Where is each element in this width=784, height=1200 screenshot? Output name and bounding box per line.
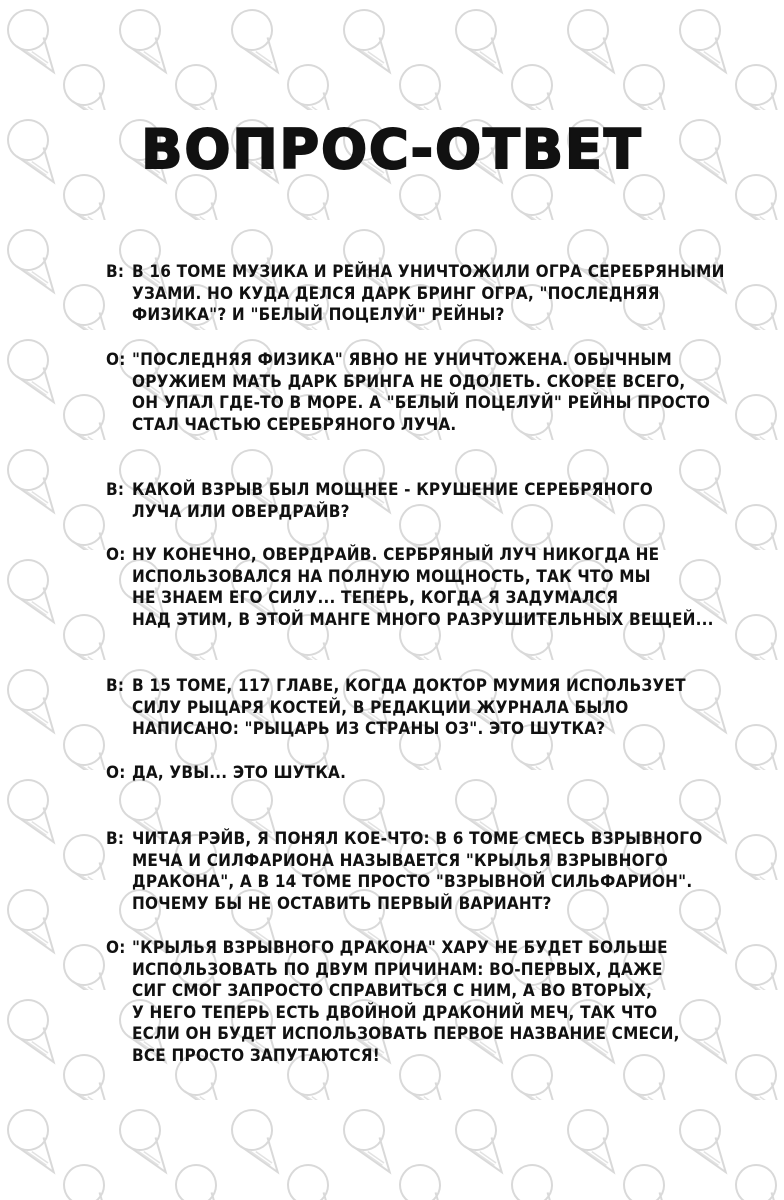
qa-line: ОРУЖИЕМ МАТЬ ДАРК БРИНГА НЕ ОДОЛЕТЬ. СКОРЕЕ ВСЕГО,: [132, 371, 686, 392]
qa-line: "КРЫЛЬЯ ВЗРЫВНОГО ДРАКОНА" ХАРУ НЕ БУДЕТ БОЛЬШЕ: [132, 938, 668, 958]
qa-prefix: В:: [106, 676, 125, 696]
qa-prefix: О:: [106, 350, 126, 370]
qa-row: [106, 350, 711, 436]
qa-row: [106, 763, 706, 785]
qa-line: ВСЕ ПРОСТО ЗАПУТАЮТСЯ!: [132, 1045, 380, 1066]
qa-line: СИГ СМОГ ЗАПРОСТО СПРАВИТЬСЯ С НИМ, А ВО ВТОРЫХ,: [132, 981, 653, 1001]
answer-block: [106, 763, 706, 785]
qa-row: [106, 545, 714, 631]
question-block: [106, 262, 725, 327]
qa-line: СИЛУ РЫЦАРЯ КОСТЕЙ, В РЕДАКЦИИ ЖУРНАЛА БЫЛО: [132, 697, 629, 718]
qa-line: НАД ЭТИМ, В ЭТОЙ МАНГЕ МНОГО РАЗРУШИТЕЛЬНЫХ ВЕЩЕЙ...: [132, 609, 714, 630]
qa-text: [132, 262, 725, 327]
qa-row: [106, 676, 706, 741]
qa-line: ЕСЛИ ОН БУДЕТ ИСПОЛЬЗОВАТЬ ПЕРВОЕ НАЗВАНИЕ СМЕСИ,: [132, 1024, 680, 1044]
qa-line: МЕЧА И СИЛФАРИОНА НАЗЫВАЕТСЯ "КРЫЛЬЯ ВЗРЫВНОГО: [132, 850, 668, 871]
qa-prefix: О:: [106, 545, 126, 565]
question-block: [106, 829, 706, 915]
qa-line: В 15 ТОМЕ, 117 ГЛАВЕ, КОГДА ДОКТОР МУМИЯ ИСПОЛЬЗУЕТ: [132, 676, 686, 696]
qa-text: [132, 829, 706, 915]
qa-text: [132, 545, 714, 631]
qa-row: [106, 262, 725, 327]
qa-prefix: В:: [106, 829, 125, 849]
qa-line: "ПОСЛЕДНЯЯ ФИЗИКА" ЯВНО НЕ УНИЧТОЖЕНА. ОБЫЧНЫМ: [132, 350, 672, 370]
qa-line: ПОЧЕМУ БЫ НЕ ОСТАВИТЬ ПЕРВЫЙ ВАРИАНТ?: [132, 893, 552, 914]
qa-row: [106, 938, 706, 1067]
qa-text: [132, 676, 706, 741]
qa-text: [132, 480, 706, 523]
answer-block: [106, 938, 706, 1067]
qa-line: У НЕГО ТЕПЕРЬ ЕСТЬ ДВОЙНОЙ ДРАКОНИЙ МЕЧ, ТАК ЧТО: [132, 1002, 658, 1023]
qa-line: ЧИТАЯ РЭЙВ, Я ПОНЯЛ КОЕ-ЧТО: В 6 ТОМЕ СМЕСЬ ВЗРЫВНОГО: [132, 829, 703, 849]
qa-prefix: В:: [106, 262, 125, 282]
qa-line: НЕ ЗНАЕМ ЕГО СИЛУ... ТЕПЕРЬ, КОГДА Я ЗАДУМАЛСЯ: [132, 588, 619, 608]
qa-line: НАПИСАНО: "РЫЦАРЬ ИЗ СТРАНЫ ОЗ". ЭТО ШУТКА?: [132, 719, 606, 739]
qa-line: ДА, УВЫ... ЭТО ШУТКА.: [132, 763, 347, 783]
qa-line: ДРАКОНА", А В 14 ТОМЕ ПРОСТО "ВЗРЫВНОЙ СИЛЬФАРИОН".: [132, 872, 693, 892]
qa-text: [132, 763, 706, 785]
answer-block: [106, 545, 714, 631]
qa-line: ИСПОЛЬЗОВАТЬ ПО ДВУМ ПРИЧИНАМ: ВО-ПЕРВЫХ, ДАЖЕ: [132, 959, 663, 980]
qa-prefix: О:: [106, 763, 126, 783]
page-title: ВОПРОС-ОТВЕТ: [141, 118, 643, 181]
qa-row: [106, 480, 706, 523]
qa-line: УЗАМИ. НО КУДА ДЕЛСЯ ДАРК БРИНГ ОГРА, "ПОСЛЕДНЯЯ: [132, 283, 660, 304]
question-block: [106, 676, 706, 741]
qa-line: ОН УПАЛ ГДЕ-ТО В МОРЕ. А "БЕЛЫЙ ПОЦЕЛУЙ" РЕЙНЫ ПРОСТО: [132, 393, 711, 413]
qa-line: СТАЛ ЧАСТЬЮ СЕРЕБРЯНОГО ЛУЧА.: [132, 414, 457, 435]
qa-line: ФИЗИКА"? И "БЕЛЫЙ ПОЦЕЛУЙ" РЕЙНЫ?: [132, 305, 505, 325]
qa-prefix: В:: [106, 480, 125, 500]
qa-line: НУ КОНЕЧНО, ОВЕРДРАЙВ. СЕРБРЯНЫЙ ЛУЧ НИКОГДА НЕ: [132, 545, 660, 565]
qa-text: [132, 350, 710, 436]
qa-line: КАКОЙ ВЗРЫВ БЫЛ МОЩНЕЕ - КРУШЕНИЕ СЕРЕБРЯНОГО: [132, 480, 653, 500]
qa-line: ЛУЧА ИЛИ ОВЕРДРАЙВ?: [132, 501, 350, 522]
qa-line: ИСПОЛЬЗОВАЛСЯ НА ПОЛНУЮ МОЩНОСТЬ, ТАК ЧТО МЫ: [132, 566, 651, 587]
answer-block: [106, 350, 711, 436]
qa-text: [132, 938, 706, 1067]
qa-prefix: О:: [106, 938, 126, 958]
qa-row: [106, 829, 706, 915]
question-block: [106, 480, 706, 523]
qa-line: В 16 ТОМЕ МУЗИКА И РЕЙНА УНИЧТОЖИЛИ ОГРА СЕРЕБРЯНЫМИ: [132, 262, 725, 282]
